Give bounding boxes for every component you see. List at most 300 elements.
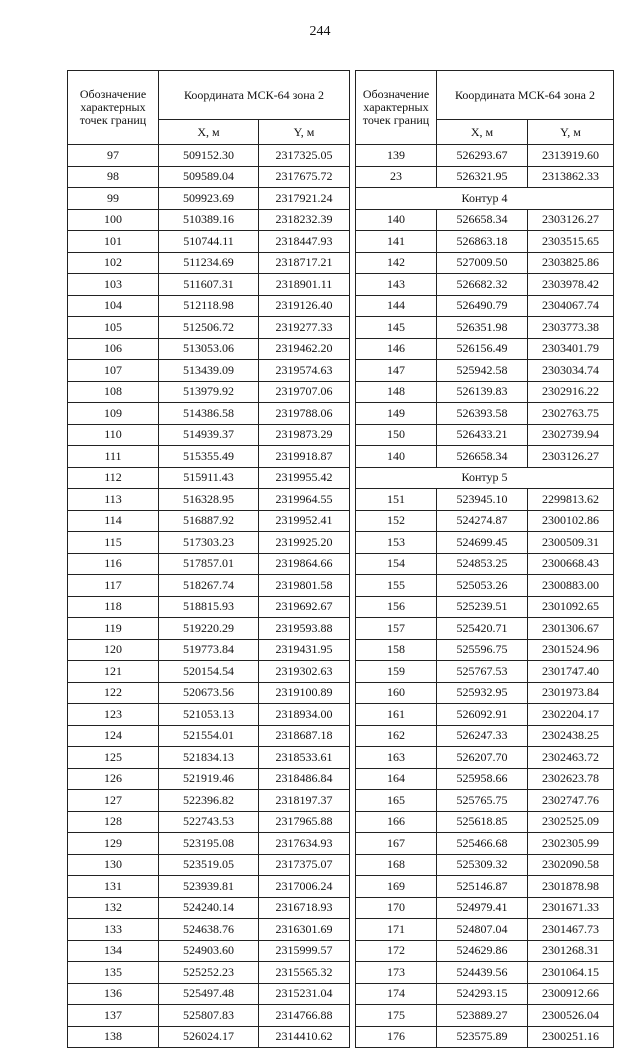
- y-cell: 2301524.96: [528, 639, 614, 661]
- x-cell: 525239.51: [437, 596, 528, 618]
- point-id-cell: 162: [356, 725, 437, 747]
- x-cell: 515911.43: [159, 467, 259, 489]
- point-id-cell: 135: [68, 962, 159, 984]
- x-cell: 527009.50: [437, 252, 528, 274]
- x-cell: 511607.31: [159, 274, 259, 296]
- x-cell: 525053.26: [437, 575, 528, 597]
- y-cell: 2318197.37: [259, 790, 350, 812]
- x-cell: 513053.06: [159, 338, 259, 360]
- table-row: [356, 317, 614, 339]
- table-row: [68, 618, 350, 640]
- table-row: [356, 424, 614, 446]
- point-id-cell: 166: [356, 811, 437, 833]
- point-id-cell: 136: [68, 983, 159, 1005]
- table-row: [356, 231, 614, 253]
- x-cell: 512118.98: [159, 295, 259, 317]
- table-row: [356, 1005, 614, 1027]
- y-cell: 2302623.78: [528, 768, 614, 790]
- point-id-cell: 171: [356, 919, 437, 941]
- point-id-cell: 168: [356, 854, 437, 876]
- x-cell: 514386.58: [159, 403, 259, 425]
- table-row: [68, 639, 350, 661]
- table-row: [356, 338, 614, 360]
- y-cell: 2317675.72: [259, 166, 350, 188]
- table-row: [356, 854, 614, 876]
- y-cell: 2319864.66: [259, 553, 350, 575]
- point-id-cell: 172: [356, 940, 437, 962]
- point-id-cell: 99: [68, 188, 159, 210]
- y-cell: 2318901.11: [259, 274, 350, 296]
- x-cell: 521053.13: [159, 704, 259, 726]
- y-cell: 2319100.89: [259, 682, 350, 704]
- y-cell: 2317921.24: [259, 188, 350, 210]
- x-cell: 516887.92: [159, 510, 259, 532]
- x-cell: 526139.83: [437, 381, 528, 403]
- x-cell: 520154.54: [159, 661, 259, 683]
- x-cell: 526207.70: [437, 747, 528, 769]
- point-id-cell: 129: [68, 833, 159, 855]
- y-cell: 2302090.58: [528, 854, 614, 876]
- point-id-cell: 160: [356, 682, 437, 704]
- point-id-cell: 114: [68, 510, 159, 532]
- y-cell: 2302463.72: [528, 747, 614, 769]
- point-id-cell: 157: [356, 618, 437, 640]
- table-row: [68, 833, 350, 855]
- x-cell: 510744.11: [159, 231, 259, 253]
- y-cell: 2302305.99: [528, 833, 614, 855]
- table-row: [68, 510, 350, 532]
- y-cell: 2316301.69: [259, 919, 350, 941]
- table-row: [68, 790, 350, 812]
- y-cell: 2299813.62: [528, 489, 614, 511]
- x-cell: 525765.75: [437, 790, 528, 812]
- y-cell: 2318232.39: [259, 209, 350, 231]
- table-row: [356, 962, 614, 984]
- point-id-cell: 158: [356, 639, 437, 661]
- table-row: [68, 446, 350, 468]
- y-cell: 2319302.63: [259, 661, 350, 683]
- y-cell: 2302438.25: [528, 725, 614, 747]
- y-cell: 2319952.41: [259, 510, 350, 532]
- coordinate-header: Координата МСК-64 зона 2: [437, 71, 614, 120]
- y-cell: 2303825.86: [528, 252, 614, 274]
- point-id-cell: 100: [68, 209, 159, 231]
- table-row: [68, 682, 350, 704]
- table-row: [68, 209, 350, 231]
- point-id-cell: 105: [68, 317, 159, 339]
- x-cell: 526863.18: [437, 231, 528, 253]
- x-cell: 517857.01: [159, 553, 259, 575]
- y-cell: 2317965.88: [259, 811, 350, 833]
- point-id-cell: 146: [356, 338, 437, 360]
- point-id-cell: 104: [68, 295, 159, 317]
- point-id-cell: 107: [68, 360, 159, 382]
- x-cell: 526092.91: [437, 704, 528, 726]
- x-cell: 525942.58: [437, 360, 528, 382]
- table-row: [68, 897, 350, 919]
- x-cell: 511234.69: [159, 252, 259, 274]
- point-id-cell: 127: [68, 790, 159, 812]
- point-id-cell: 113: [68, 489, 159, 511]
- y-cell: 2319918.87: [259, 446, 350, 468]
- x-cell: 525958.66: [437, 768, 528, 790]
- x-cell: 526682.32: [437, 274, 528, 296]
- table-row: [356, 596, 614, 618]
- x-cell: 525807.83: [159, 1005, 259, 1027]
- x-cell: 525767.53: [437, 661, 528, 683]
- y-cell: 2303034.74: [528, 360, 614, 382]
- x-cell: 524699.45: [437, 532, 528, 554]
- point-id-cell: 153: [356, 532, 437, 554]
- point-id-cell: 163: [356, 747, 437, 769]
- table-row: [356, 166, 614, 188]
- y-cell: 2304067.74: [528, 295, 614, 317]
- table-row: [68, 403, 350, 425]
- point-id-cell: 122: [68, 682, 159, 704]
- y-header: Y, м: [259, 120, 350, 145]
- table-row: [356, 790, 614, 812]
- y-cell: 2315565.32: [259, 962, 350, 984]
- y-cell: 2303126.27: [528, 209, 614, 231]
- point-id-cell: 110: [68, 424, 159, 446]
- x-cell: 525252.23: [159, 962, 259, 984]
- contour-label: Контур 4: [356, 188, 614, 210]
- point-id-cell: 143: [356, 274, 437, 296]
- x-cell: 524979.41: [437, 897, 528, 919]
- table-row: [68, 661, 350, 683]
- y-cell: 2300912.66: [528, 983, 614, 1005]
- x-cell: 525466.68: [437, 833, 528, 855]
- table-row: [68, 983, 350, 1005]
- contour-heading-row: [356, 467, 614, 489]
- point-id-cell: 142: [356, 252, 437, 274]
- point-id-cell: 103: [68, 274, 159, 296]
- point-id-cell: 140: [356, 446, 437, 468]
- x-cell: 524903.60: [159, 940, 259, 962]
- table-row: [356, 209, 614, 231]
- page-number: 244: [309, 24, 331, 39]
- point-id-cell: 139: [356, 145, 437, 167]
- x-header: X, м: [159, 120, 259, 145]
- table-row: [356, 446, 614, 468]
- coordinates-table-right: [355, 70, 614, 1048]
- table-row: [68, 424, 350, 446]
- point-id-cell: 170: [356, 897, 437, 919]
- point-id-cell: 173: [356, 962, 437, 984]
- y-cell: 2319964.55: [259, 489, 350, 511]
- x-cell: 525309.32: [437, 854, 528, 876]
- y-cell: 2303773.38: [528, 317, 614, 339]
- point-id-cell: 148: [356, 381, 437, 403]
- x-cell: 520673.56: [159, 682, 259, 704]
- points-header: Обозначение характерных точек границ: [68, 71, 159, 145]
- table-row: [356, 510, 614, 532]
- x-cell: 526247.33: [437, 725, 528, 747]
- table-row: [356, 983, 614, 1005]
- x-cell: 525618.85: [437, 811, 528, 833]
- table-row: [356, 940, 614, 962]
- y-cell: 2319574.63: [259, 360, 350, 382]
- table-row: [356, 403, 614, 425]
- x-cell: 525497.48: [159, 983, 259, 1005]
- y-cell: 2317375.07: [259, 854, 350, 876]
- table-row: [356, 145, 614, 167]
- point-id-cell: 109: [68, 403, 159, 425]
- x-cell: 524439.56: [437, 962, 528, 984]
- point-id-cell: 123: [68, 704, 159, 726]
- point-id-cell: 149: [356, 403, 437, 425]
- x-cell: 526156.49: [437, 338, 528, 360]
- x-cell: 524293.15: [437, 983, 528, 1005]
- y-cell: 2319707.06: [259, 381, 350, 403]
- point-id-cell: 154: [356, 553, 437, 575]
- table-row: [68, 876, 350, 898]
- point-id-cell: 150: [356, 424, 437, 446]
- x-cell: 524240.14: [159, 897, 259, 919]
- point-id-cell: 151: [356, 489, 437, 511]
- x-cell: 523889.27: [437, 1005, 528, 1027]
- x-cell: 514939.37: [159, 424, 259, 446]
- x-cell: 519773.84: [159, 639, 259, 661]
- x-cell: 517303.23: [159, 532, 259, 554]
- point-id-cell: 133: [68, 919, 159, 941]
- table-row: [356, 1026, 614, 1048]
- x-cell: 523939.81: [159, 876, 259, 898]
- point-id-cell: 138: [68, 1026, 159, 1048]
- point-id-cell: 119: [68, 618, 159, 640]
- x-cell: 516328.95: [159, 489, 259, 511]
- table-row: [68, 575, 350, 597]
- y-cell: 2302763.75: [528, 403, 614, 425]
- y-cell: 2314766.88: [259, 1005, 350, 1027]
- y-cell: 2318687.18: [259, 725, 350, 747]
- point-id-cell: 97: [68, 145, 159, 167]
- table-row: [68, 274, 350, 296]
- table-row: [68, 962, 350, 984]
- y-cell: 2319431.95: [259, 639, 350, 661]
- point-id-cell: 117: [68, 575, 159, 597]
- point-id-cell: 120: [68, 639, 159, 661]
- table-row: [356, 768, 614, 790]
- y-cell: 2319462.20: [259, 338, 350, 360]
- point-id-cell: 124: [68, 725, 159, 747]
- x-cell: 525932.95: [437, 682, 528, 704]
- x-cell: 510389.16: [159, 209, 259, 231]
- x-cell: 525596.75: [437, 639, 528, 661]
- y-cell: 2319788.06: [259, 403, 350, 425]
- point-id-cell: 169: [356, 876, 437, 898]
- y-cell: 2302739.94: [528, 424, 614, 446]
- y-cell: 2303515.65: [528, 231, 614, 253]
- y-cell: 2301671.33: [528, 897, 614, 919]
- y-cell: 2302916.22: [528, 381, 614, 403]
- point-id-cell: 145: [356, 317, 437, 339]
- y-cell: 2317325.05: [259, 145, 350, 167]
- y-cell: 2319925.20: [259, 532, 350, 554]
- table-row: [68, 919, 350, 941]
- y-cell: 2303126.27: [528, 446, 614, 468]
- y-cell: 2302525.09: [528, 811, 614, 833]
- point-id-cell: 115: [68, 532, 159, 554]
- y-cell: 2302747.76: [528, 790, 614, 812]
- point-id-cell: 174: [356, 983, 437, 1005]
- y-cell: 2300668.43: [528, 553, 614, 575]
- y-cell: 2315999.57: [259, 940, 350, 962]
- point-id-cell: 156: [356, 596, 437, 618]
- table-row: [356, 661, 614, 683]
- table-row: [68, 381, 350, 403]
- table-row: [68, 467, 350, 489]
- x-cell: 512506.72: [159, 317, 259, 339]
- x-cell: 524629.86: [437, 940, 528, 962]
- table-row: [356, 575, 614, 597]
- table-row: [356, 919, 614, 941]
- x-cell: 526433.21: [437, 424, 528, 446]
- point-id-cell: 152: [356, 510, 437, 532]
- x-cell: 526490.79: [437, 295, 528, 317]
- coordinates-table-left: [67, 70, 350, 1048]
- y-cell: 2301092.65: [528, 596, 614, 618]
- point-id-cell: 140: [356, 209, 437, 231]
- y-cell: 2319873.29: [259, 424, 350, 446]
- x-cell: 526351.98: [437, 317, 528, 339]
- y-cell: 2315231.04: [259, 983, 350, 1005]
- point-id-cell: 116: [68, 553, 159, 575]
- y-cell: 2318934.00: [259, 704, 350, 726]
- table-row: [68, 295, 350, 317]
- table-row: [356, 274, 614, 296]
- table-row: [356, 381, 614, 403]
- point-id-cell: 161: [356, 704, 437, 726]
- point-id-cell: 23: [356, 166, 437, 188]
- y-cell: 2300526.04: [528, 1005, 614, 1027]
- point-id-cell: 118: [68, 596, 159, 618]
- point-id-cell: 101: [68, 231, 159, 253]
- coordinate-header: Координата МСК-64 зона 2: [159, 71, 350, 120]
- table-row: [356, 618, 614, 640]
- x-cell: 524853.25: [437, 553, 528, 575]
- y-cell: 2300509.31: [528, 532, 614, 554]
- y-cell: 2316718.93: [259, 897, 350, 919]
- table-row: [68, 145, 350, 167]
- table-row: [68, 166, 350, 188]
- x-cell: 523575.89: [437, 1026, 528, 1048]
- point-id-cell: 164: [356, 768, 437, 790]
- x-cell: 523519.05: [159, 854, 259, 876]
- point-id-cell: 134: [68, 940, 159, 962]
- y-cell: 2303401.79: [528, 338, 614, 360]
- table-row: [68, 768, 350, 790]
- table-row: [68, 747, 350, 769]
- x-cell: 509152.30: [159, 145, 259, 167]
- point-id-cell: 165: [356, 790, 437, 812]
- x-cell: 526658.34: [437, 446, 528, 468]
- point-id-cell: 144: [356, 295, 437, 317]
- x-cell: 509923.69: [159, 188, 259, 210]
- x-cell: 521919.46: [159, 768, 259, 790]
- x-cell: 526393.58: [437, 403, 528, 425]
- y-cell: 2301467.73: [528, 919, 614, 941]
- point-id-cell: 112: [68, 467, 159, 489]
- table-row: [356, 725, 614, 747]
- x-cell: 513979.92: [159, 381, 259, 403]
- point-id-cell: 108: [68, 381, 159, 403]
- table-row: [68, 489, 350, 511]
- x-cell: 526024.17: [159, 1026, 259, 1048]
- x-cell: 526321.95: [437, 166, 528, 188]
- point-id-cell: 131: [68, 876, 159, 898]
- table-row: [68, 317, 350, 339]
- y-cell: 2319277.33: [259, 317, 350, 339]
- table-row: [68, 854, 350, 876]
- x-cell: 524807.04: [437, 919, 528, 941]
- y-cell: 2319593.88: [259, 618, 350, 640]
- point-id-cell: 130: [68, 854, 159, 876]
- y-cell: 2301064.15: [528, 962, 614, 984]
- x-cell: 525420.71: [437, 618, 528, 640]
- x-cell: 524274.87: [437, 510, 528, 532]
- point-id-cell: 98: [68, 166, 159, 188]
- y-cell: 2319126.40: [259, 295, 350, 317]
- table-row: [356, 639, 614, 661]
- table-row: [68, 725, 350, 747]
- x-cell: 519220.29: [159, 618, 259, 640]
- x-header: X, м: [437, 120, 528, 145]
- table-row: [68, 940, 350, 962]
- points-header: Обозначение характерных точек границ: [356, 71, 437, 145]
- x-cell: 515355.49: [159, 446, 259, 468]
- y-cell: 2300251.16: [528, 1026, 614, 1048]
- point-id-cell: 106: [68, 338, 159, 360]
- point-id-cell: 111: [68, 446, 159, 468]
- y-cell: 2317634.93: [259, 833, 350, 855]
- x-cell: 524638.76: [159, 919, 259, 941]
- table-row: [68, 811, 350, 833]
- y-cell: 2313862.33: [528, 166, 614, 188]
- table-row: [356, 553, 614, 575]
- contour-label: Контур 5: [356, 467, 614, 489]
- table-row: [356, 532, 614, 554]
- y-cell: 2300883.00: [528, 575, 614, 597]
- table-row: [356, 360, 614, 382]
- table-row: [356, 489, 614, 511]
- y-cell: 2300102.86: [528, 510, 614, 532]
- y-cell: 2318717.21: [259, 252, 350, 274]
- point-id-cell: 121: [68, 661, 159, 683]
- x-cell: 525146.87: [437, 876, 528, 898]
- x-cell: 523195.08: [159, 833, 259, 855]
- x-cell: 513439.09: [159, 360, 259, 382]
- y-cell: 2301973.84: [528, 682, 614, 704]
- x-cell: 522396.82: [159, 790, 259, 812]
- point-id-cell: 132: [68, 897, 159, 919]
- table-row: [356, 876, 614, 898]
- x-cell: 522743.53: [159, 811, 259, 833]
- y-cell: 2301747.40: [528, 661, 614, 683]
- point-id-cell: 155: [356, 575, 437, 597]
- table-row: [68, 231, 350, 253]
- x-cell: 523945.10: [437, 489, 528, 511]
- point-id-cell: 167: [356, 833, 437, 855]
- contour-heading-row: [356, 188, 614, 210]
- point-id-cell: 159: [356, 661, 437, 683]
- table-row: [356, 747, 614, 769]
- y-cell: 2319692.67: [259, 596, 350, 618]
- point-id-cell: 141: [356, 231, 437, 253]
- y-cell: 2301878.98: [528, 876, 614, 898]
- table-row: [68, 596, 350, 618]
- y-cell: 2314410.62: [259, 1026, 350, 1048]
